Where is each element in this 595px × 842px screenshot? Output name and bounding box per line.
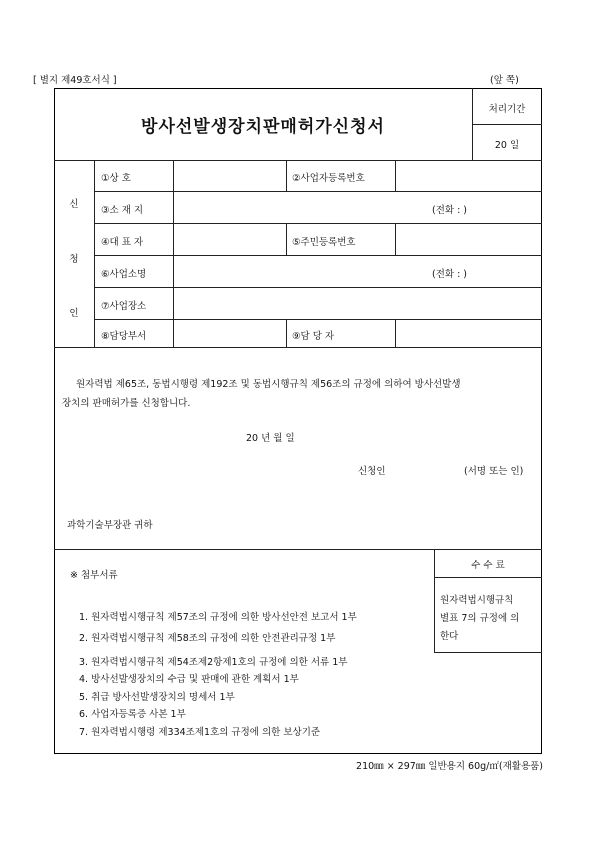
attachment-item: 6. 사업자등록증 사본 1부 (79, 709, 186, 720)
form-number: [ 별지 제49호서식 ] (33, 75, 117, 86)
addressee: 과학기술부장관 귀하 (67, 520, 153, 531)
fee-text-line-1: 원자력법시행규칙 (440, 595, 514, 606)
address-label: ③소 재 지 (101, 205, 144, 216)
attachment-item: 1. 원자력법시행규칙 제57조의 규정에 의한 방사선안전 보고서 1부 (79, 612, 357, 623)
business-reg-no-label: ②사업자등록번호 (292, 173, 365, 184)
fee-text-line-3: 한다 (440, 631, 459, 642)
office-phone-label: (전화 : ) (432, 269, 468, 280)
business-reg-no-field[interactable] (396, 161, 541, 190)
attachment-item: 5. 취급 방사선발생장치의 명세서 1부 (79, 692, 235, 703)
trade-name-field[interactable] (174, 161, 285, 190)
applicant-side-char-1: 신 (69, 199, 79, 210)
application-date: 20 년 월 일 (246, 433, 295, 444)
person-in-charge-label: ⑨담 당 자 (292, 331, 335, 342)
person-in-charge-field[interactable] (396, 320, 541, 346)
office-name-field[interactable] (174, 256, 541, 286)
resident-reg-no-field[interactable] (396, 224, 541, 254)
attachment-item: 3. 원자력법시행규칙 제54조제2항제1호의 규정에 의한 서류 1부 (79, 657, 348, 668)
fee-label: 수 수 료 (471, 560, 505, 571)
page-side-label: (앞 쪽) (490, 75, 519, 86)
attachment-item: 4. 방사선발생장치의 수급 및 판매에 관한 계획서 1부 (79, 674, 299, 685)
office-name-label: ⑥사업소명 (101, 269, 147, 280)
statement-line-1: 원자력법 제65조, 동법시행령 제192조 및 동법시행규칙 제56조의 규정에 의하여 방사선발생 (76, 379, 461, 390)
address-phone-label: (전화 : ) (432, 205, 468, 216)
department-field[interactable] (174, 320, 285, 346)
trade-name-label: ①상 호 (101, 173, 131, 184)
processing-period-label: 처리기간 (488, 104, 526, 115)
office-location-field[interactable] (174, 288, 541, 318)
applicant-side-char-2: 청 (69, 254, 79, 265)
attachments-heading: ※ 첨부서류 (70, 570, 118, 581)
address-field[interactable] (174, 192, 541, 222)
attachment-item: 7. 원자력법시행령 제334조제1호의 규정에 의한 보상기준 (79, 727, 321, 738)
representative-label: ④대 표 자 (101, 237, 144, 248)
fee-text-line-2: 별표 7의 규정에 의 (440, 613, 520, 624)
attachment-item: 2. 원자력법시행규칙 제58조의 규정에 의한 안전관리규정 1부 (79, 633, 336, 644)
applicant-side-char-3: 인 (69, 308, 79, 319)
applicant-label: 신청인 (358, 466, 386, 477)
office-location-label: ⑦사업장소 (101, 301, 147, 312)
signature-label: (서명 또는 인) (464, 466, 524, 477)
processing-period-value: 20 일 (494, 140, 520, 151)
resident-reg-no-label: ⑤주민등록번호 (292, 237, 356, 248)
representative-field[interactable] (174, 224, 285, 254)
applicant-name-field[interactable] (395, 458, 455, 478)
statement-line-2: 장치의 판매허가를 신청합니다. (62, 398, 191, 409)
form-title: 방사선발생장치판매허가신청서 (141, 117, 385, 137)
department-label: ⑧담당부서 (101, 331, 147, 342)
paper-spec-footer: 210㎜ × 297㎜ 일반용지 60g/㎡(재활용품) (356, 761, 543, 772)
